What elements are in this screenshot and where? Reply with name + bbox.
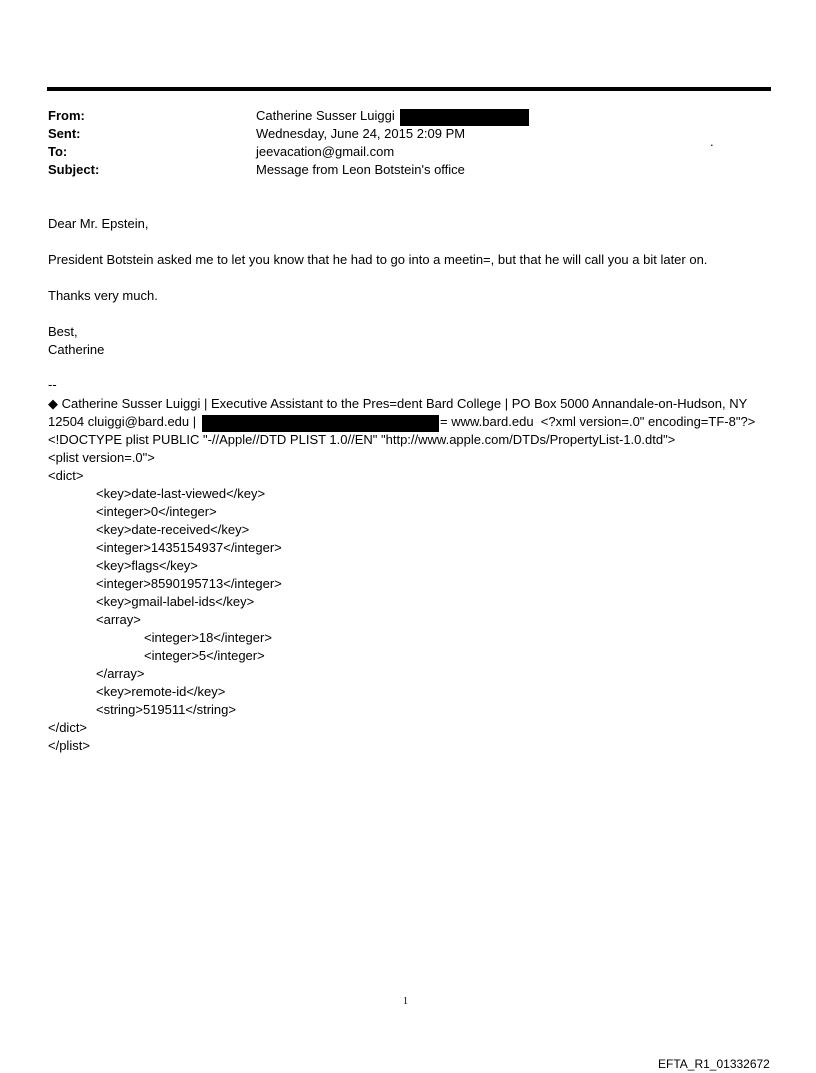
plist-line: <key>flags</key>	[96, 558, 198, 573]
plist-line: <string>519511</string>	[96, 702, 236, 717]
from-label: From:	[48, 108, 85, 123]
plist-line: <key>date-last-viewed</key>	[96, 486, 266, 501]
page-number: 1	[403, 996, 408, 1007]
signature-separator: --	[48, 377, 57, 392]
from-value: Catherine Susser Luiggi	[256, 108, 395, 123]
signature-line-1: ◆ Catherine Susser Luiggi | Executive Assistant to the Pres=dent Bard College | PO Box 5000 Annandale-on-Hudson, NY	[48, 396, 748, 411]
plist-line: </array>	[96, 666, 145, 681]
redaction-from	[400, 109, 529, 126]
sent-value: Wednesday, June 24, 2015 2:09 PM	[256, 126, 466, 141]
plist-line: </plist>	[48, 738, 90, 753]
thanks-line: Thanks very much.	[48, 288, 158, 303]
plist-line: <array>	[96, 612, 141, 627]
plist-line: <integer>8590195713</integer>	[96, 576, 282, 591]
to-value: jeevacation@gmail.com	[256, 144, 395, 159]
greeting: Dear Mr. Epstein,	[48, 216, 149, 231]
body-paragraph: President Botstein asked me to let you know that he had to go into a meetin=, but that he will call you a bit later on.	[48, 252, 708, 267]
to-label: To:	[48, 144, 68, 159]
plist-line: <dict>	[48, 468, 84, 483]
signature-line-2-end: = www.bard.edu <?xml version=.0" encoding=TF-8"?>	[440, 414, 756, 429]
plist-line: <integer>18</integer>	[144, 630, 272, 645]
redaction-signature	[202, 415, 439, 432]
sender-name: Catherine	[48, 342, 105, 357]
header-rule	[47, 87, 771, 91]
plist-line: <key>date-received</key>	[96, 522, 250, 537]
subject-label: Subject:	[48, 162, 100, 177]
plist-line: <integer>1435154937</integer>	[96, 540, 282, 555]
document-id: EFTA_R1_01332672	[658, 1057, 770, 1071]
plist-line: <key>gmail-label-ids</key>	[96, 594, 255, 609]
plist-line: <!DOCTYPE plist PUBLIC "-//Apple//DTD PLIST 1.0//EN" "http://www.apple.com/DTDs/PropertyList-1.0.dtd">	[48, 432, 676, 447]
signature-line-2-start: 12504 cluiggi@bard.edu |	[48, 414, 197, 429]
closing-line: Best,	[48, 324, 78, 339]
plist-line: <key>remote-id</key>	[96, 684, 226, 699]
plist-line: <integer>5</integer>	[144, 648, 265, 663]
plist-line: <plist version=.0">	[48, 450, 155, 465]
subject-value: Message from Leon Botstein's office	[256, 162, 465, 177]
sent-label: Sent:	[48, 126, 81, 141]
plist-line: </dict>	[48, 720, 88, 735]
stray-mark: .	[710, 134, 714, 149]
plist-line: <integer>0</integer>	[96, 504, 217, 519]
